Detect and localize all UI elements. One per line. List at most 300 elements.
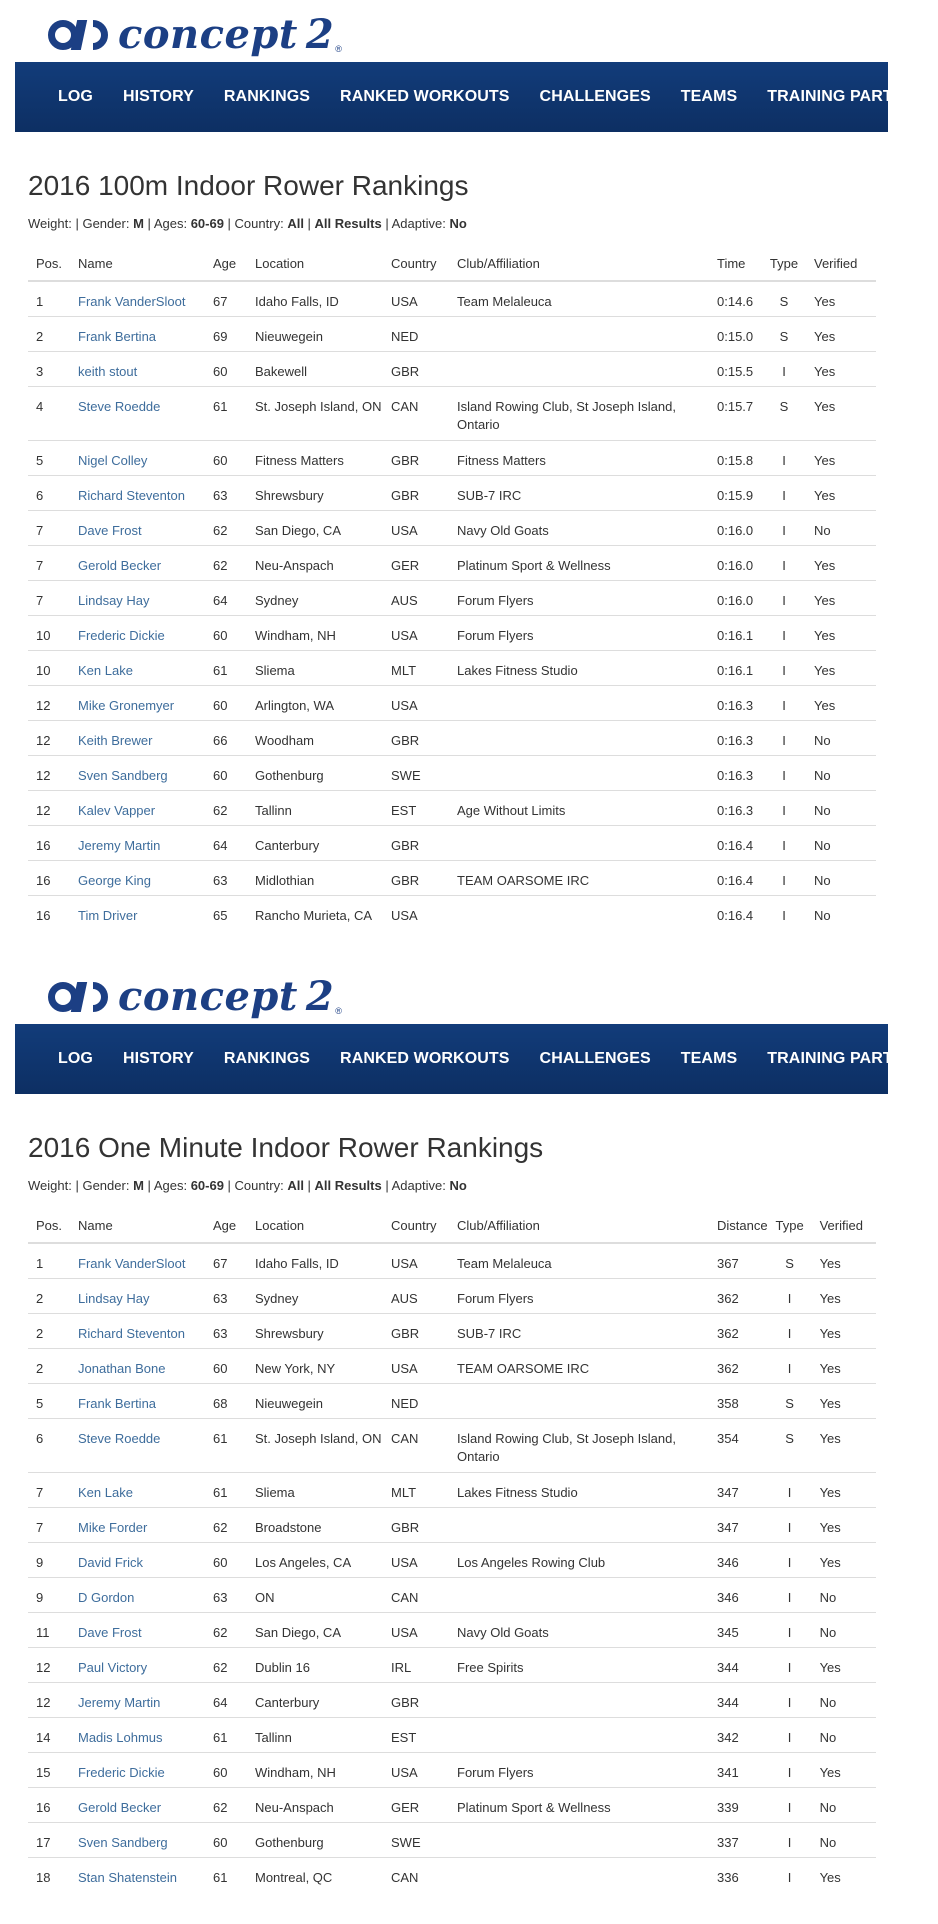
cell-pos: 2 — [28, 1348, 70, 1383]
cell-name[interactable]: Paul Victory — [70, 1647, 205, 1682]
cell-country: EST — [383, 790, 449, 825]
cell-verified: No — [806, 825, 876, 860]
cell-result: 0:16.0 — [709, 510, 762, 545]
cell-pos: 16 — [28, 860, 70, 895]
cell-age: 64 — [205, 825, 247, 860]
cell-club: Navy Old Goats — [449, 1612, 709, 1647]
cell-result: 345 — [709, 1612, 768, 1647]
rankings-table — [28, 247, 876, 949]
cell-type: I — [787, 1869, 792, 1885]
cell-age: 63 — [205, 475, 247, 510]
cell-verified: Yes — [806, 650, 876, 685]
col-header-verified[interactable]: Verified — [806, 247, 876, 281]
cell-result: 346 — [709, 1542, 768, 1577]
cell-result: 358 — [709, 1383, 768, 1418]
cell-club: Team Melaleuca — [449, 1243, 709, 1278]
cell-location: Idaho Falls, ID — [247, 1243, 383, 1278]
cell-pos: 3 — [28, 351, 70, 386]
cell-verified: Yes — [812, 1647, 876, 1682]
cell-result: 0:16.3 — [709, 685, 762, 720]
cell-type: I — [768, 1612, 812, 1647]
cell-location: Broadstone — [247, 1507, 383, 1542]
cell-club — [449, 720, 709, 755]
table-row — [28, 615, 876, 650]
cell-age: 61 — [205, 1418, 247, 1472]
cell-pos: 16 — [36, 907, 51, 923]
cell-age: 66 — [205, 720, 247, 755]
cell-pos: 12 — [28, 755, 70, 790]
cell-club: Forum Flyers — [449, 1278, 709, 1313]
cell-age: 61 — [213, 1869, 228, 1885]
col-header-pos[interactable]: Pos. — [28, 1209, 70, 1243]
cell-verified: No — [812, 1787, 876, 1822]
cell-verified: Yes — [812, 1472, 876, 1507]
table-row — [28, 281, 876, 316]
cell-age: 60 — [205, 685, 247, 720]
concept2-logo[interactable] — [48, 10, 342, 60]
concept2-logo[interactable] — [48, 972, 342, 1022]
cell-location: Windham, NH — [247, 615, 383, 650]
cell-country: CAN — [383, 1418, 449, 1472]
cell-age: 60 — [205, 1822, 247, 1857]
cell-verified: Yes — [806, 351, 876, 386]
gender-label: Gender: — [82, 1178, 130, 1193]
nav-training-partners[interactable]: TRAINING PARTNERS — [767, 1050, 938, 1067]
nav-rankings[interactable]: RANKINGS — [223, 88, 311, 105]
nav-challenges[interactable]: CHALLENGES — [539, 1050, 651, 1067]
cell-country: USA — [383, 685, 449, 720]
cell-name[interactable]: Frank Bertina — [70, 1383, 205, 1418]
col-header-club[interactable]: Club/Affiliation — [449, 247, 709, 281]
cell-type: I — [762, 685, 806, 720]
cell-pos: 4 — [28, 386, 70, 440]
cell-location: Tallinn — [247, 790, 383, 825]
cell-club: Forum Flyers — [449, 1752, 709, 1787]
table-header-row — [28, 247, 876, 281]
cell-result: 0:15.9 — [709, 475, 762, 510]
cell-result: 0:14.6 — [709, 281, 762, 316]
cell-result: 0:15.7 — [709, 386, 762, 440]
cell-location: New York, NY — [247, 1348, 383, 1383]
cell-name[interactable]: Nigel Colley — [70, 440, 205, 475]
cell-club — [449, 685, 709, 720]
cell-age: 62 — [205, 1612, 247, 1647]
main-nav — [15, 1024, 938, 1094]
col-header-club[interactable]: Club/Affiliation — [449, 1209, 709, 1243]
cell-club: TEAM OARSOME IRC — [449, 860, 709, 895]
cell-type: I — [768, 1542, 812, 1577]
nav-ranked-workouts[interactable]: RANKED WORKOUTS — [340, 1050, 510, 1067]
nav-teams[interactable]: TEAMS — [680, 1050, 738, 1067]
cell-country: SWE — [383, 755, 449, 790]
cell-club: Platinum Sport & Wellness — [449, 1787, 709, 1822]
table-row — [28, 316, 876, 351]
cell-age: 60 — [205, 351, 247, 386]
cell-verified: Yes — [812, 1313, 876, 1348]
cell-pos: 10 — [28, 650, 70, 685]
cell-type: I — [768, 1577, 812, 1612]
cell-club: Fitness Matters — [449, 440, 709, 475]
cell-country: NED — [383, 316, 449, 351]
cell-pos: 18 — [36, 1869, 51, 1885]
cell-club — [449, 755, 709, 790]
cell-name[interactable]: Frank VanderSloot — [70, 281, 205, 316]
cell-verified: Yes — [806, 685, 876, 720]
col-header-country[interactable]: Country — [383, 247, 449, 281]
cell-country: USA — [383, 615, 449, 650]
table-row — [28, 755, 876, 790]
country-label: Country: — [234, 1178, 284, 1193]
nav-challenges[interactable]: CHALLENGES — [539, 88, 651, 105]
cell-verified: No — [812, 1717, 876, 1752]
table-row — [28, 1577, 876, 1612]
table-row — [28, 1383, 876, 1418]
table-row — [28, 1472, 876, 1507]
table-row — [28, 1348, 876, 1383]
cell-location: San Diego, CA — [247, 1612, 383, 1647]
nav-teams[interactable]: TEAMS — [680, 88, 738, 105]
cell-club: Lakes Fitness Studio — [449, 650, 709, 685]
table-row — [28, 650, 876, 685]
cell-name[interactable]: Gerold Becker — [70, 545, 205, 580]
results-value: All Results — [314, 216, 382, 231]
cell-location: St. Joseph Island, ON — [247, 386, 383, 440]
registered-mark: ® — [335, 1006, 342, 1016]
cell-location: Sydney — [247, 1278, 383, 1313]
table-row — [28, 1612, 876, 1647]
col-header-age[interactable]: Age — [205, 1209, 247, 1243]
cell-age: 63 — [205, 1278, 247, 1313]
cell-result: 344 — [709, 1647, 768, 1682]
cell-club — [449, 351, 709, 386]
cell-pos: 2 — [28, 316, 70, 351]
table-row — [28, 1822, 876, 1857]
cell-name[interactable]: Gerold Becker — [70, 1787, 205, 1822]
cell-result: 346 — [709, 1577, 768, 1612]
nav-ranked-workouts[interactable]: RANKED WORKOUTS — [340, 88, 510, 105]
ages-label: Ages: — [153, 1178, 188, 1193]
cell-country: SWE — [383, 1822, 449, 1857]
cell-verified: No — [806, 510, 876, 545]
filter-summary: Weight: | Gender: M | Ages: 60-69 | Country: All | All Results | Adaptive: No — [28, 1178, 467, 1193]
cell-name[interactable]: Steve Roedde — [70, 1418, 205, 1472]
cell-location: Sliema — [247, 1472, 383, 1507]
cell-name[interactable]: Stan Shatenstein — [78, 1869, 178, 1885]
cell-verified: Yes — [806, 281, 876, 316]
cell-name[interactable]: Steve Roedde — [70, 386, 205, 440]
cell-type: I — [768, 1507, 812, 1542]
col-header-pos[interactable]: Pos. — [28, 247, 70, 281]
cell-location: Neu-Anspach — [247, 1787, 383, 1822]
cell-pos: 7 — [28, 1472, 70, 1507]
cell-club — [449, 1682, 709, 1717]
table-row — [28, 825, 876, 860]
cell-age: 60 — [205, 1348, 247, 1383]
rankings-section-one-minute — [0, 962, 938, 1924]
cell-result: 0:15.5 — [709, 351, 762, 386]
cell-result: 354 — [709, 1418, 768, 1472]
cell-club: Age Without Limits — [449, 790, 709, 825]
cell-name[interactable]: Jeremy Martin — [70, 1682, 205, 1717]
nav-log[interactable]: LOG — [58, 1050, 93, 1067]
table-row — [28, 1682, 876, 1717]
cell-type: I — [768, 1752, 812, 1787]
cell-name[interactable]: Lindsay Hay — [70, 1278, 205, 1313]
cell-age: 61 — [205, 650, 247, 685]
country-value: All — [287, 216, 304, 231]
cell-name[interactable]: Dave Frost — [70, 510, 205, 545]
cell-name[interactable]: Richard Steventon — [70, 475, 205, 510]
col-header-country[interactable]: Country — [383, 1209, 449, 1243]
col-header-location[interactable]: Location — [247, 1209, 383, 1243]
table-header-row — [28, 1209, 876, 1243]
nav-history[interactable]: HISTORY — [122, 1050, 194, 1067]
table-row — [28, 1418, 876, 1472]
registered-mark: ® — [335, 44, 342, 54]
logo-wordmark: concept — [118, 973, 298, 1020]
cell-location: Bakewell — [247, 351, 383, 386]
rankings-table — [28, 1209, 876, 1892]
cell-name[interactable]: Frederic Dickie — [70, 615, 205, 650]
cell-verified: No — [806, 720, 876, 755]
cell-age: 61 — [205, 386, 247, 440]
col-header-name[interactable]: Name — [70, 1209, 205, 1243]
table-row — [28, 790, 876, 825]
cell-pos: 1 — [28, 281, 70, 316]
cell-verified: Yes — [812, 1243, 876, 1278]
cell-result: 0:15.8 — [709, 440, 762, 475]
cell-pos: 12 — [28, 1682, 70, 1717]
cell-country: USA — [383, 1612, 449, 1647]
cell-type: I — [762, 790, 806, 825]
cell-type: I — [762, 440, 806, 475]
cell-country: GBR — [383, 1682, 449, 1717]
cell-type: S — [768, 1418, 812, 1472]
cell-age: 62 — [205, 545, 247, 580]
col-header-location[interactable]: Location — [247, 247, 383, 281]
cell-country: IRL — [383, 1647, 449, 1682]
cell-name[interactable]: Jonathan Bone — [70, 1348, 205, 1383]
cell-type: S — [762, 386, 806, 440]
cell-age: 62 — [205, 1507, 247, 1542]
table-row — [28, 545, 876, 580]
cell-location: Rancho Murieta, CA — [255, 907, 373, 923]
adaptive-value: No — [449, 216, 467, 231]
logo-number: 2 — [305, 973, 335, 1020]
cell-location: St. Joseph Island, ON — [247, 1418, 383, 1472]
cell-result: 0:15.0 — [709, 316, 762, 351]
cell-name[interactable]: keith stout — [70, 351, 205, 386]
cell-age: 60 — [205, 1542, 247, 1577]
cell-result: 0:16.1 — [709, 650, 762, 685]
cell-country: EST — [383, 1717, 449, 1752]
cell-club: Platinum Sport & Wellness — [449, 545, 709, 580]
cell-name[interactable]: Kalev Vapper — [70, 790, 205, 825]
cell-name[interactable]: Keith Brewer — [70, 720, 205, 755]
cell-country: CAN — [383, 386, 449, 440]
cell-verified: Yes — [812, 1278, 876, 1313]
cell-result: 362 — [709, 1313, 768, 1348]
cell-type: I — [762, 755, 806, 790]
cell-verified: No — [814, 907, 831, 923]
cell-country: GBR — [383, 1313, 449, 1348]
cell-name[interactable]: George King — [70, 860, 205, 895]
cell-verified: Yes — [812, 1383, 876, 1418]
cell-pos: 16 — [28, 825, 70, 860]
ages-value: 60-69 — [190, 216, 224, 231]
cell-country: USA — [383, 1542, 449, 1577]
cell-country: GER — [383, 1787, 449, 1822]
cell-type: I — [768, 1647, 812, 1682]
cell-club: SUB-7 IRC — [449, 1313, 709, 1348]
cell-age: 60 — [205, 755, 247, 790]
col-header-age[interactable]: Age — [205, 247, 247, 281]
cell-pos: 6 — [28, 1418, 70, 1472]
cell-pos: 2 — [28, 1313, 70, 1348]
cell-club — [449, 1507, 709, 1542]
col-header-result[interactable]: Time — [709, 247, 762, 281]
col-header-type[interactable]: Type — [768, 1209, 812, 1243]
table-row — [28, 1857, 876, 1892]
cell-club: Team Melaleuca — [449, 281, 709, 316]
nav-training-partners[interactable]: TRAINING PARTNERS — [767, 88, 938, 105]
cell-result: 337 — [709, 1822, 768, 1857]
cell-name[interactable]: David Frick — [70, 1542, 205, 1577]
cell-verified: Yes — [819, 1869, 841, 1885]
cell-name[interactable]: Frank Bertina — [70, 316, 205, 351]
cell-type: I — [762, 650, 806, 685]
cell-name[interactable]: Mike Forder — [70, 1507, 205, 1542]
cell-type: I — [768, 1348, 812, 1383]
cell-name[interactable]: Frederic Dickie — [70, 1752, 205, 1787]
cell-location: Los Angeles, CA — [247, 1542, 383, 1577]
cell-country: USA — [383, 1752, 449, 1787]
nav-rankings[interactable]: RANKINGS — [223, 1050, 311, 1067]
concept2-logo-icon — [48, 18, 114, 52]
cell-pos: 14 — [28, 1717, 70, 1752]
cell-club: Lakes Fitness Studio — [449, 1472, 709, 1507]
cell-pos: 6 — [28, 475, 70, 510]
cell-name[interactable]: Frank VanderSloot — [70, 1243, 205, 1278]
cell-age: 61 — [205, 1472, 247, 1507]
cell-location: Neu-Anspach — [247, 545, 383, 580]
cell-name[interactable]: Mike Gronemyer — [70, 685, 205, 720]
cell-location: Montreal, QC — [255, 1869, 333, 1885]
cell-name[interactable]: Sven Sandberg — [70, 755, 205, 790]
table-row — [28, 510, 876, 545]
cell-verified: Yes — [806, 316, 876, 351]
cell-type: I — [768, 1472, 812, 1507]
cell-verified: Yes — [812, 1752, 876, 1787]
cell-country: GBR — [383, 351, 449, 386]
cell-club — [449, 1822, 709, 1857]
col-header-type[interactable]: Type — [762, 247, 806, 281]
nav-history[interactable]: HISTORY — [122, 88, 194, 105]
cell-age: 67 — [205, 281, 247, 316]
cell-name[interactable]: Tim Driver — [78, 907, 138, 923]
nav-log[interactable]: LOG — [58, 88, 93, 105]
cell-country: GBR — [383, 720, 449, 755]
cell-pos: 12 — [28, 720, 70, 755]
cell-country: GBR — [383, 860, 449, 895]
cell-pos: 1 — [28, 1243, 70, 1278]
cell-club: TEAM OARSOME IRC — [449, 1348, 709, 1383]
table-row — [28, 1542, 876, 1577]
cell-country: GER — [383, 545, 449, 580]
table-row — [28, 351, 876, 386]
cell-country: GBR — [383, 475, 449, 510]
cell-country: USA — [383, 281, 449, 316]
cell-result: 344 — [709, 1682, 768, 1717]
col-header-result[interactable]: Distance — [709, 1209, 768, 1243]
cell-result: 342 — [709, 1717, 768, 1752]
cell-age: 61 — [205, 1717, 247, 1752]
cell-name[interactable]: Ken Lake — [70, 650, 205, 685]
cell-name[interactable]: D Gordon — [70, 1577, 205, 1612]
cell-verified: Yes — [812, 1542, 876, 1577]
table-row — [28, 1717, 876, 1752]
cell-verified: No — [812, 1822, 876, 1857]
cell-name[interactable]: Lindsay Hay — [70, 580, 205, 615]
cell-type: I — [762, 545, 806, 580]
cell-pos: 9 — [28, 1542, 70, 1577]
cell-type: I — [768, 1717, 812, 1752]
cell-name[interactable]: Dave Frost — [70, 1612, 205, 1647]
cell-name[interactable]: Sven Sandberg — [70, 1822, 205, 1857]
logo-number: 2 — [305, 11, 335, 58]
cell-result: 0:16.4 — [709, 825, 762, 860]
cell-verified: Yes — [806, 475, 876, 510]
cell-name[interactable]: Madis Lohmus — [70, 1717, 205, 1752]
col-header-name[interactable]: Name — [70, 247, 205, 281]
cell-club — [449, 1857, 709, 1892]
cell-result: 362 — [709, 1348, 768, 1383]
cell-country: CAN — [383, 1577, 449, 1612]
cell-result: 0:16.0 — [709, 545, 762, 580]
cell-location: Sliema — [247, 650, 383, 685]
table-row — [28, 685, 876, 720]
cell-location: Midlothian — [247, 860, 383, 895]
cell-name[interactable]: Jeremy Martin — [70, 825, 205, 860]
cell-location: Gothenburg — [247, 755, 383, 790]
col-header-verified[interactable]: Verified — [812, 1209, 876, 1243]
cell-age: 60 — [205, 615, 247, 650]
concept2-logo-icon — [48, 980, 114, 1014]
cell-location: Nieuwegein — [247, 316, 383, 351]
cell-pos: 11 — [28, 1612, 70, 1647]
cell-country: AUS — [383, 580, 449, 615]
cell-result: 336 — [717, 1869, 739, 1885]
cell-location: Shrewsbury — [247, 1313, 383, 1348]
cell-location: Windham, NH — [247, 1752, 383, 1787]
cell-age: 63 — [205, 1577, 247, 1612]
cell-result: 339 — [709, 1787, 768, 1822]
cell-age: 63 — [205, 860, 247, 895]
cell-location: Arlington, WA — [247, 685, 383, 720]
cell-club: SUB-7 IRC — [449, 475, 709, 510]
cell-pos: 12 — [28, 685, 70, 720]
cell-location: Shrewsbury — [247, 475, 383, 510]
cell-name[interactable]: Ken Lake — [70, 1472, 205, 1507]
table-row — [28, 1752, 876, 1787]
adaptive-label: Adaptive: — [391, 216, 446, 231]
cell-country: MLT — [383, 1472, 449, 1507]
cell-name[interactable]: Richard Steventon — [70, 1313, 205, 1348]
table-row — [28, 580, 876, 615]
cell-location: San Diego, CA — [247, 510, 383, 545]
cell-country: MLT — [383, 650, 449, 685]
cell-club — [449, 895, 709, 949]
